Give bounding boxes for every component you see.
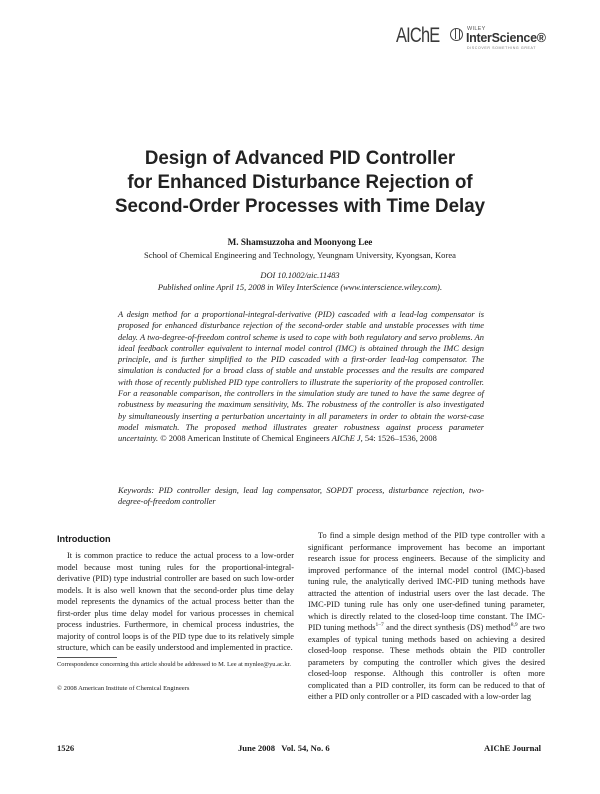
affiliation: School of Chemical Engineering and Technology, Yeungnam University, Kyongsan, Korea <box>144 250 456 260</box>
journal-name: AIChE Journal <box>484 743 542 753</box>
issue-info: June 2008 Vol. 54, No. 6 <box>238 743 330 753</box>
body-paragraph <box>308 530 545 703</box>
footnote-divider <box>57 657 117 658</box>
globe-icon <box>450 28 463 41</box>
title-line: for Enhanced Disturbance Rejection of <box>127 171 473 193</box>
interscience-wordmark: InterScience® <box>466 31 546 45</box>
article-title <box>60 146 540 218</box>
section-heading-introduction: Introduction <box>57 534 111 544</box>
body-text: To find a simple design method of the PID type controller with a significant performance improvement has become an important research issue for process engineers. Because of the simplicity and improved performance of the internal model control (IMC)-based tuning rule, the analytically derived IMC-PID tuning methods have attracted the attention of industrial users over the last decade. The IMC-PID tuning rule has only one user-defined tuning parameter, which is directly related to the closed-loop time constant. The IMC-PID tuning methods <box>308 531 545 632</box>
wiley-wordmark: WILEY <box>467 26 486 32</box>
body-text: and the direct synthesis (DS) method <box>383 623 511 632</box>
authors: M. Shamsuzzoha and Moonyong Lee <box>227 237 373 247</box>
citation-ref[interactable]: 1–7 <box>375 622 384 629</box>
abstract <box>118 309 484 445</box>
copyright-notice: © 2008 American Institute of Chemical Engineers <box>57 685 190 692</box>
abstract-citation: 54: 1526–1536, 2008 <box>362 433 437 444</box>
page-number: 1526 <box>57 743 75 753</box>
abstract-text: A design method for a proportional-integral-derivative (PID) cascaded with a lead-lag compensator is proposed for enhanced disturbance rejection of the second-order stable and unstable processes with time delay. A two-degree-of-freedom control scheme is used to cope with both regulatory and servo problems. An ideal feedback controller equivalent to internal model control (IMC) is obtained through the IMC design principle, and is further simplified to the PID cascaded with a first-order lead-lag compensator. The simulation is conducted for a broad class of stable and unstable processes and the results are compared with those of recently published PID type controllers to illustrate the superiority of the proposed controller. For a reasonable comparison, the controllers in the simulation study are tuned to have the same degree of robustness by measuring the maximum sensitivity, Ms. The robustness of the controller is also investigated by simultaneously inserting a perturbation uncertainty in all parameters in order to obtain the worst-case model mismatch. The proposed method illustrates greater robustness against process parameter uncertainty. <box>118 309 484 444</box>
aiche-logo: AIChE <box>396 24 440 47</box>
keywords: Keywords: PID controller design, lead lag compensator, SOPDT process, disturbance rejection, two-degree-of-freedom controller <box>118 485 484 507</box>
publication-info: Published online April 15, 2008 in Wiley InterScience (www.interscience.wiley.com). <box>157 283 443 292</box>
correspondence-footnote: Correspondence concerning this article should be addressed to M. Lee at mynlee@yu.ac.kr. <box>57 661 291 668</box>
abstract-journal-ref: AIChE J, <box>331 433 363 444</box>
citation-ref[interactable]: 8,9 <box>510 622 518 629</box>
title-line: Second-Order Processes with Time Delay <box>114 195 486 217</box>
intro-paragraph: It is common practice to reduce the actual process to a low-order model because most tuning rules for the proportional-integral-derivative (PID) type industrial controller are based on such low-order models. It is also well known that the second-order plus time delay model represents the dynamics of the actual process better than the first-order plus time delay model for various processes in chemical process industries. Furthermore, in chemical process industries, the majority of control loops is of the PID type due to its relatively simple structure, which can be easily understood and implemented in practice. <box>57 551 294 652</box>
wiley-tagline: DISCOVER SOMETHING GREAT <box>467 46 537 50</box>
body-text: are two examples of typical tuning methods based on achieving a desired closed-loop response. These methods obtain the PID controller parameters by computing the controller which gives the desired closed-loop response. Although this controller is often more complicated than a PID controller, its form can be reduced to that of either a PID only controller or a PID cascaded with a low-order lag <box>308 623 545 701</box>
abstract-copyright: © 2008 American Institute of Chemical Engineers <box>158 433 332 444</box>
wiley-interscience-logo <box>450 26 560 52</box>
right-column <box>308 530 545 703</box>
doi[interactable]: DOI 10.1002/aic.11483 <box>260 271 340 280</box>
title-line: Design of Advanced PID Controller <box>144 147 456 169</box>
left-column <box>57 550 294 654</box>
